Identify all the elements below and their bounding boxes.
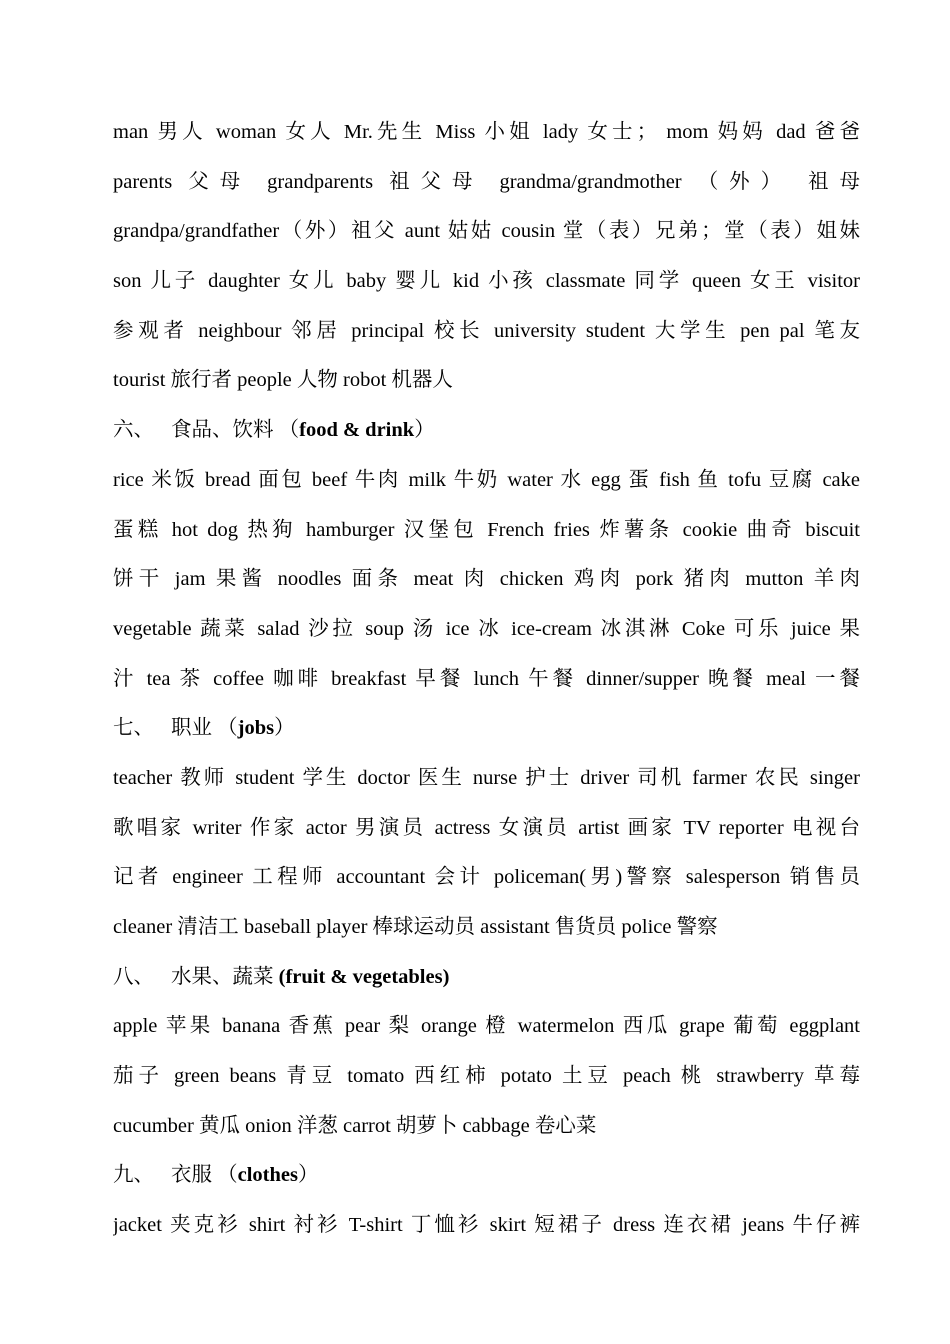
text-line: apple 苹果 banana 香蕉 pear 梨 orange 橙 watermelon 西瓜 grape 葡萄 eggplant (113, 1015, 860, 1038)
heading-close: ） (297, 1164, 319, 1187)
section-heading-clothes (113, 1151, 860, 1201)
section-people (113, 108, 860, 406)
text-line: rice 米饭 bread 面包 beef 牛肉 milk 牛奶 water 水 egg 蛋 fish 鱼 tofu 豆腐 cake (113, 468, 860, 491)
text-line: vegetable 蔬菜 salad 沙拉 soup 汤 ice 冰 ice-cream 冰淇淋 Coke 可乐 juice 果 (113, 617, 860, 640)
text-line: 歌唱家 writer 作家 actor 男演员 actress 女演员 artist 画家 TV reporter 电视台 (113, 816, 860, 839)
text-line: tourist 旅行者 people 人物 robot 机器人 (113, 369, 453, 392)
section-heading-jobs (113, 704, 860, 754)
text-line: 汁 tea 茶 coffee 咖啡 breakfast 早餐 lunch 午餐 dinner/supper 晚餐 meal 一餐 (113, 667, 860, 690)
heading-label: 食品、饮料 （ (171, 419, 300, 442)
text-line: parents 父母 grandparents 祖父母 grandma/grandmother （外） 祖母 (113, 170, 860, 193)
vocabulary-document (113, 108, 860, 1251)
section-clothes (113, 1151, 860, 1250)
text-line: teacher 教师 student 学生 doctor 医生 nurse 护士 driver 司机 farmer 农民 singer (113, 766, 860, 789)
heading-number: 八、 (113, 965, 154, 988)
heading-english: food & drink (299, 419, 415, 442)
text-line: man 男人 woman 女人 Mr.先生 Miss 小姐 lady 女士； mom 妈妈 dad 爸爸 (113, 121, 860, 143)
heading-english: jobs (237, 717, 275, 740)
text-line: 记者 engineer 工程师 accountant 会计 policeman(男)警察 salesperson 销售员 (113, 866, 860, 889)
text-line: 饼干 jam 果酱 noodles 面条 meat 肉 chicken 鸡肉 pork 猪肉 mutton 羊肉 (113, 568, 860, 591)
text-line: grandpa/grandfather（外）祖父 aunt 姑姑 cousin 堂（表）兄弟；堂（表）姐妹 (113, 220, 860, 243)
text-line: 参观者 neighbour 邻居 principal 校长 university student 大学生 pen pal 笔友 (113, 319, 860, 342)
heading-number: 九、 (113, 1164, 154, 1187)
heading-english: (fruit & vegetables) (278, 965, 450, 988)
text-line: 茄子 green beans 青豆 tomato 西红柿 potato 土豆 peach 桃 strawberry 草莓 (113, 1065, 860, 1088)
text-line: 蛋糕 hot dog 热狗 hamburger 汉堡包 French fries 炸薯条 cookie 曲奇 biscuit (113, 518, 860, 541)
heading-english: clothes (237, 1164, 298, 1187)
section-heading-fruit (113, 953, 860, 1003)
heading-number: 六、 (113, 419, 154, 442)
heading-label: 职业 （ (171, 717, 238, 740)
section-jobs (113, 704, 860, 952)
heading-label: 衣服 （ (171, 1164, 238, 1187)
heading-label: 水果、蔬菜 (171, 965, 279, 988)
heading-close: ） (414, 419, 435, 442)
section-heading-food (113, 406, 860, 456)
heading-close: ） (274, 717, 295, 740)
section-fruit (113, 953, 860, 1152)
text-line: cleaner 清洁工 baseball player 棒球运动员 assistant 售货员 police 警察 (113, 916, 718, 938)
text-line: cucumber 黄瓜 onion 洋葱 carrot 胡萝卜 cabbage 卷心菜 (113, 1114, 597, 1137)
text-line: jacket 夹克衫 shirt 衬衫 T-shirt 丁恤衫 skirt 短裙子 dress 连衣裙 jeans 牛仔裤 (113, 1214, 860, 1237)
text-line: son 儿子 daughter 女儿 baby 婴儿 kid 小孩 classmate 同学 queen 女王 visitor (113, 270, 860, 293)
section-food (113, 406, 860, 704)
heading-number: 七、 (113, 717, 154, 740)
